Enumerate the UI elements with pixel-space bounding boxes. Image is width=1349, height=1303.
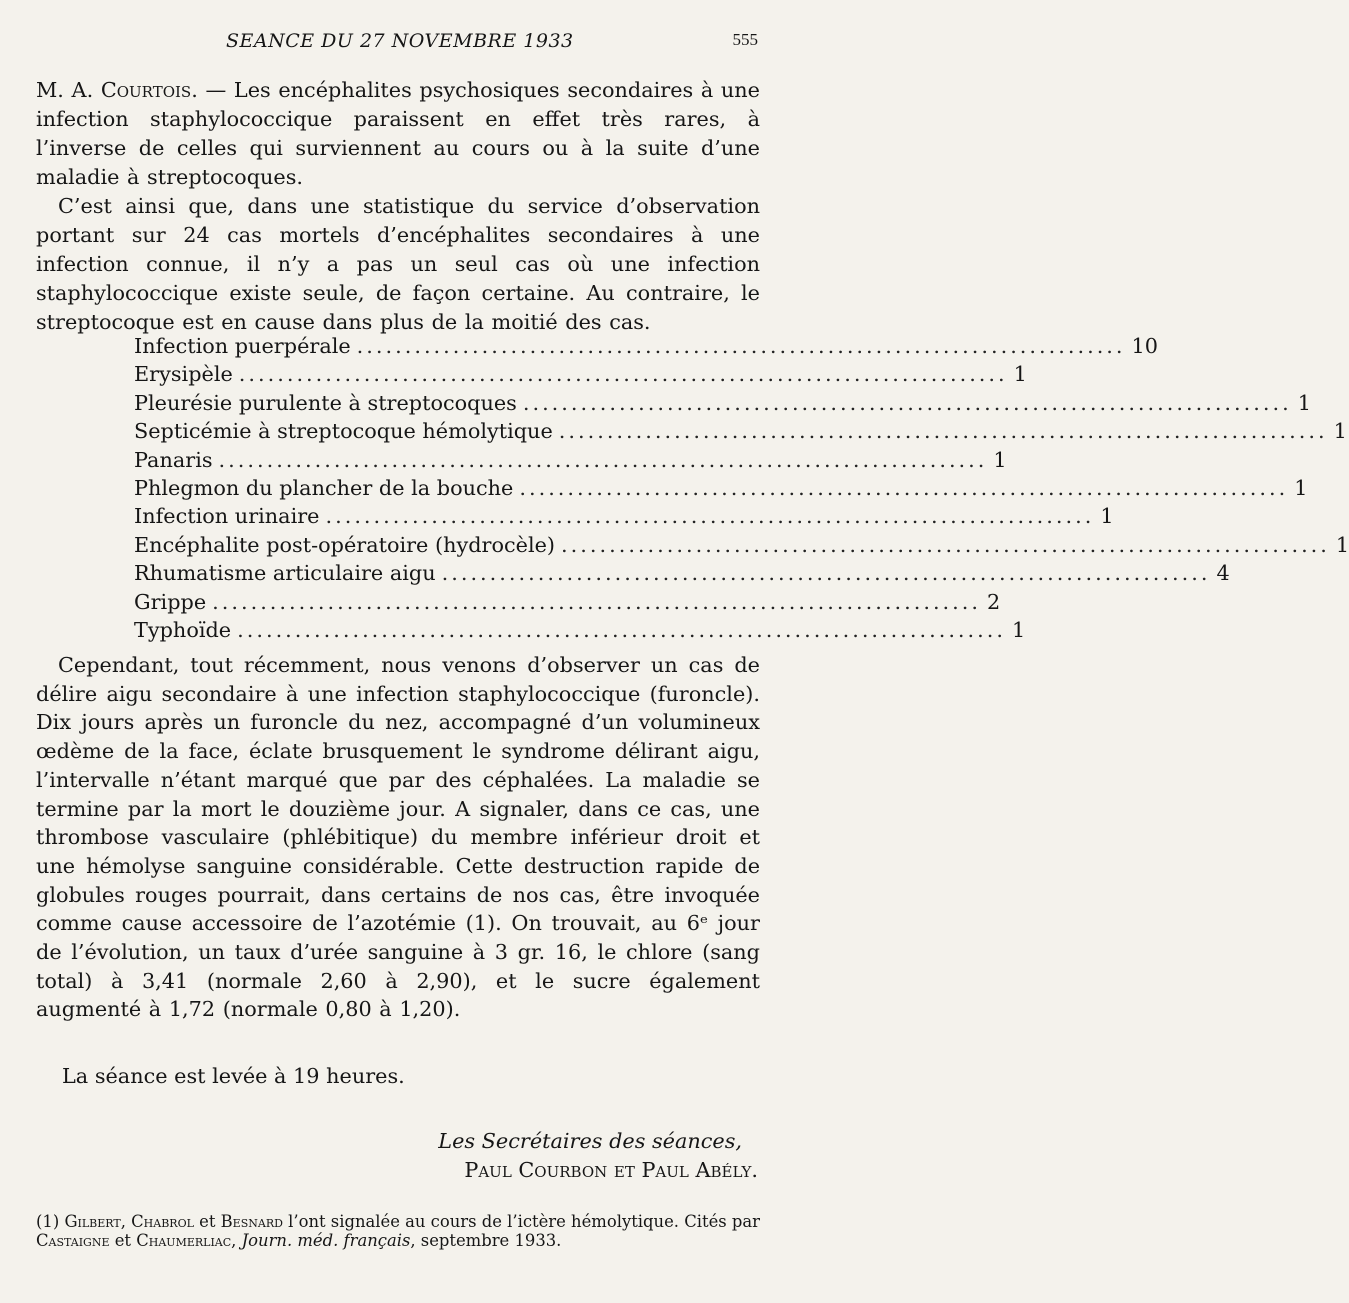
running-head [0,30,800,54]
cause-row [134,475,1308,504]
cause-count: 1 [1100,504,1114,529]
case-paragraph: Cependant, tout récemment, nous venons d’observer un cas de délire aigu secondaire à une infection staphylococcique (furoncle). Dix jours après un furoncle du nez, accompagné d’un volumineux œdème de la face, éclate brusquement le syndrome délirant aigu, l’intervalle n’étant marqué que par des céphalées. La maladie se termine par la mort le douzième jour. A signaler, dans ce cas, une thrombose vasculaire (phlébitique) du membre inférieur droit et une hémolyse sanguine considérable. Cette destruction rapide de globules rouges pourrait, dans certains de nos cas, être invoquée comme cause accessoire de l’azotémie (1). On trouvait, au 6ᵉ jour de l’évolution, un taux d’urée sanguine à 3 gr. 16, le chlore (sang total) à 3,41 (normale 2,60 à 2,90), et le sucre également augmenté à 1,72 (normale 0,80 à 1,20). [36,653,760,1022]
cause-name: Encéphalite post-opératoire (hydrocèle) [134,532,556,557]
cause-count: 1 [1011,617,1026,642]
cause-count: 1 [1294,475,1308,500]
footnote-marker: (1) [36,1212,65,1231]
cause-name: Phlegmon du plancher de la bouche [134,475,514,500]
cause-name: Rhumatisme articulaire aigu [134,561,436,586]
cause-name: Infection urinaire [134,504,320,529]
cause-row [134,504,1114,532]
cause-count: 1 [1013,362,1027,387]
cause-count: 4 [1216,561,1230,586]
cause-row [134,447,1007,476]
cause-row [134,362,1027,390]
footnote-and-1: et [193,1212,221,1231]
cause-count: 1 [1333,419,1347,444]
signature-names: Paul Courbon et Paul Abély. [464,1158,758,1182]
dot-leader: ................................................................................ [356,334,1126,358]
cause-row [134,419,1347,447]
paragraph-1 [36,76,760,192]
dot-leader: ................................................................................ [237,617,1006,642]
causes-table [134,334,1349,646]
page-number: 555 [732,30,758,49]
paragraph-2: C’est ainsi que, dans une statistique du service d’observation portant sur 24 cas mortels d’encéphalites secondaires à une infection connue, il n’y a pas un seul cas où une infection staphylococcique existe seule, de façon certaine. Au contraire, le streptocoque est en cause dans plus de la moitié des cas. [36,194,760,334]
running-title: SEANCE DU 27 NOVEMBRE 1933 [226,30,574,52]
cause-row [134,390,1311,419]
dot-leader: ................................................................................ [522,390,1292,415]
footnote-text-3: , septembre 1933. [410,1231,562,1250]
dot-leader: ................................................................................ [561,532,1330,557]
cause-row [134,532,1349,561]
dot-leader: ................................................................................ [325,504,1095,529]
footnote-authors-2: Besnard [220,1212,283,1231]
cause-row [134,589,1001,618]
speaker-dash: — [197,78,234,102]
footnote-journal: Journ. méd. français [241,1231,411,1250]
cause-count: 10 [1131,334,1158,358]
footnote-authors-1: Gilbert, Chabrol [64,1212,194,1231]
cause-count: 1 [1297,390,1311,415]
dot-leader: ................................................................................ [441,561,1211,586]
cause-row [134,334,1158,362]
signature-title: Les Secrétaires des séances, [438,1129,742,1153]
cause-row [134,617,1026,646]
dot-leader: ................................................................................ [519,475,1289,500]
dot-leader: ................................................................................ [238,362,1008,387]
footnote-text-2: , [231,1231,242,1250]
cause-row [134,561,1230,589]
closing-sentence: La séance est levée à 19 heures. [62,1064,405,1088]
dot-leader: ................................................................................ [558,419,1328,444]
cause-count: 1 [993,447,1007,472]
cause-name: Erysipèle [134,362,233,387]
cause-name: Typhoïde [134,617,232,642]
case-text [36,651,760,1024]
cause-name: Septicémie à streptocoque hémolytique [134,419,553,444]
speaker-name: M. A. Courtois. [36,78,198,102]
cause-name: Pleurésie purulente à streptocoques [134,390,517,415]
cause-name: Grippe [134,589,207,614]
footnote-and-2: et [109,1231,137,1250]
cause-count: 2 [987,589,1001,614]
dot-leader: ................................................................................ [218,447,988,472]
dot-leader: ................................................................................ [212,589,981,614]
footnote-text-1: l’ont signalée au cours de l’ictère hémolytique. Cités par [282,1212,761,1231]
cause-name: Panaris [134,447,213,472]
cause-count: 1 [1335,532,1349,557]
footnote-authors-4: Chaumerliac [136,1231,232,1250]
cause-name: Infection puerpérale [134,334,351,358]
paragraph-1-text: Les encéphalites psychosiques secondaires à une infection staphylococcique paraissent en effet très rares, à l’inverse de celles qui surviennent au cours ou à la suite d’une maladie à streptocoques. [36,78,760,189]
signature-block [438,1127,758,1185]
footnote [36,1212,760,1250]
intro-text [36,76,760,337]
footnote-authors-3: Castaigne [36,1231,110,1250]
